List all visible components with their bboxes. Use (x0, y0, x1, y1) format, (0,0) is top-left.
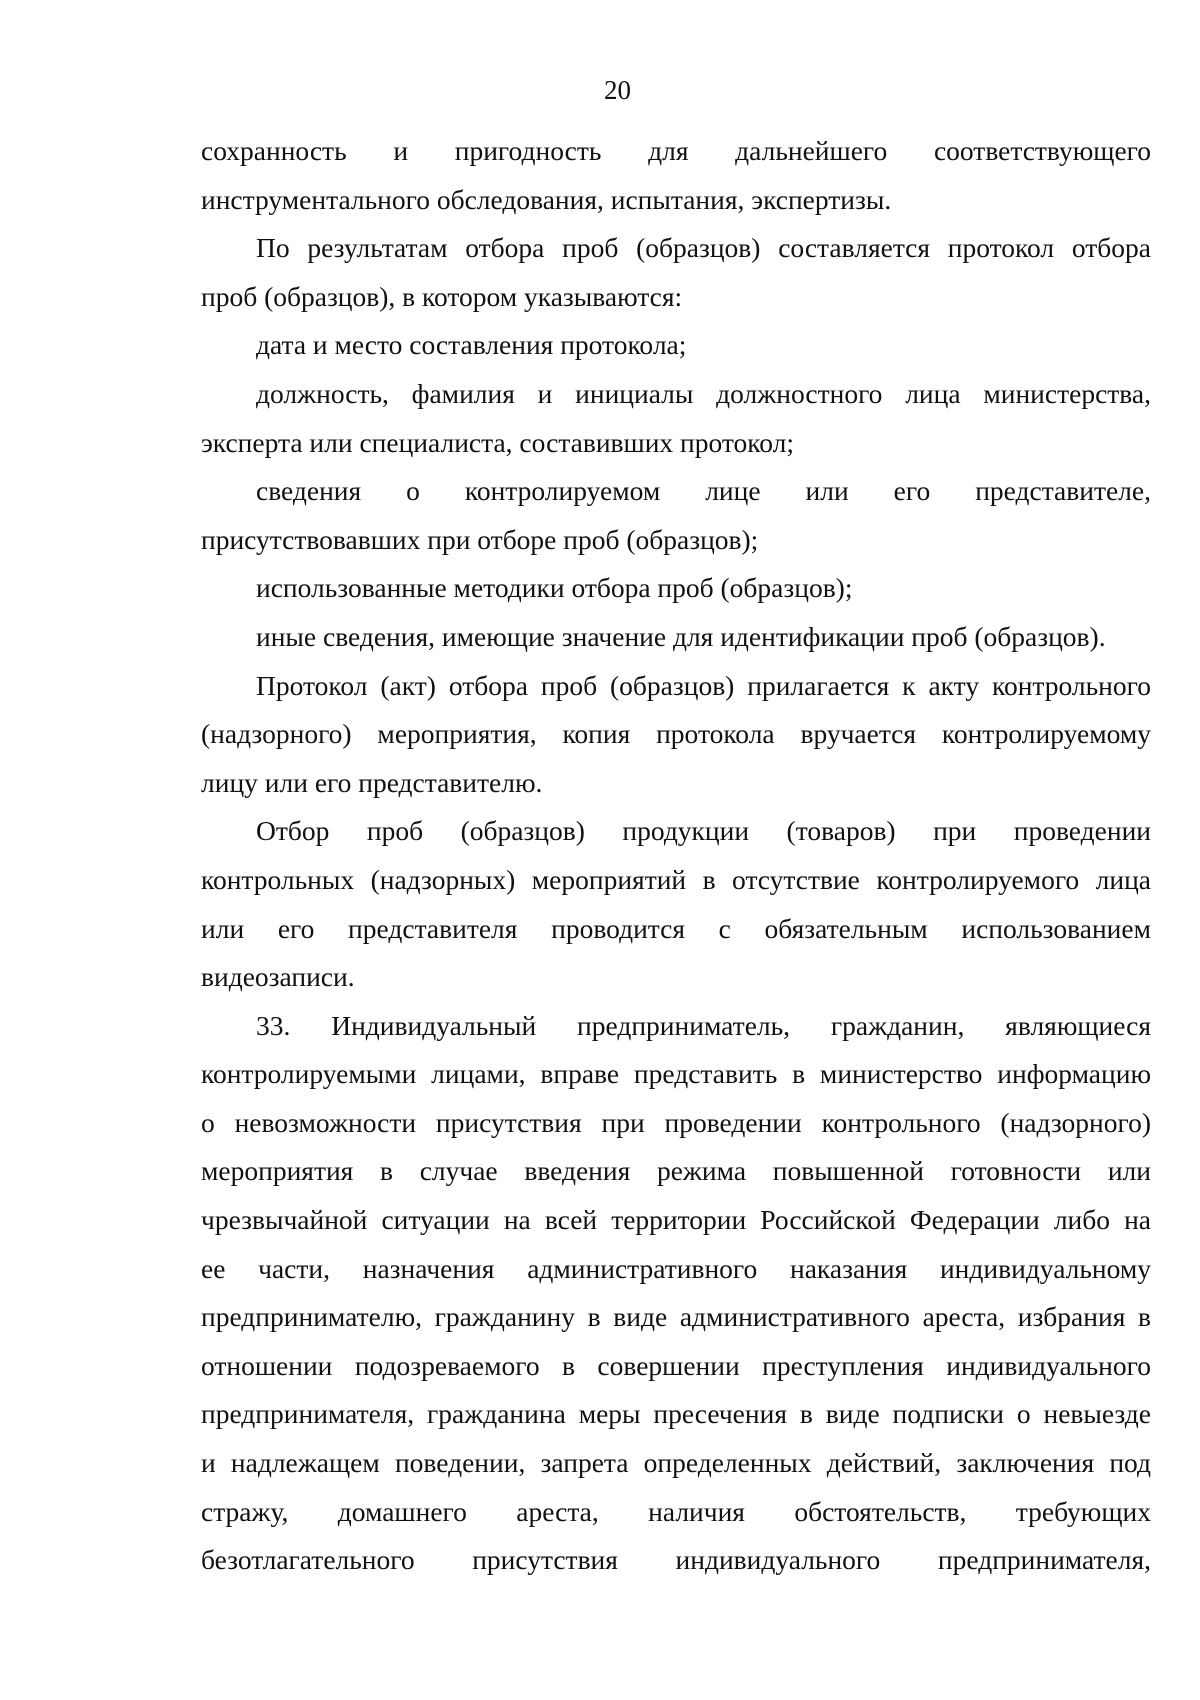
text-line: предпринимателя, гражданина меры пресечения в виде подписки о невыезде (201, 1398, 1151, 1430)
text-line: присутствовавших при отборе проб (образцов); (201, 523, 759, 555)
page-number: 20 (604, 75, 631, 105)
text-line: Протокол (акт) отбора проб (образцов) прилагается к акту контрольного (256, 669, 1151, 701)
text-line: мероприятия в случае введения режима повышенной готовности или (201, 1155, 1151, 1187)
text-line: дата и место составления протокола; (256, 329, 687, 361)
text-line: или его представителя проводится с обязательным использованием (201, 912, 1151, 944)
text-line: Отбор проб (образцов) продукции (товаров) при проведении (256, 815, 1151, 847)
text-line: использованные методики отбора проб (образцов); (256, 572, 853, 604)
text-line: и надлежащем поведении, запрета определенных действий, заключения под (201, 1447, 1151, 1479)
text-line: сведения о контролируемом лице или его представителе, (256, 475, 1151, 507)
text-line: предпринимателю, гражданину в виде административного ареста, избрания в (201, 1301, 1151, 1333)
text-line: сохранность и пригодность для дальнейшего соответствующего (201, 135, 1151, 166)
text-line: иные сведения, имеющие значение для идентификации проб (образцов). (256, 620, 1106, 652)
text-line: ее части, назначения административного наказания индивидуальному (201, 1252, 1151, 1284)
text-line: (надзорного) мероприятия, копия протокола вручается контролируемому (201, 718, 1151, 750)
text-line: проб (образцов), в котором указываются: (201, 280, 683, 312)
text-line: контрольных (надзорных) мероприятий в отсутствие контролируемого лица (201, 863, 1151, 895)
text-line: безотлагательного присутствия индивидуального предпринимателя, (201, 1544, 1151, 1576)
text-line: инструментального обследования, испытания, экспертизы. (201, 183, 892, 215)
text-line: видеозаписи. (201, 961, 355, 993)
text-line: лицу или его представителю. (201, 766, 543, 798)
document-body (201, 127, 1151, 1585)
text-line: о невозможности присутствия при проведении контрольного (надзорного) (201, 1106, 1151, 1138)
text-line: отношении подозреваемого в совершении преступления индивидуального (201, 1349, 1151, 1381)
text-line: По результатам отбора проб (образцов) составляется протокол отбора (256, 232, 1151, 264)
text-line: должность, фамилия и инициалы должностного лица министерства, (256, 377, 1151, 409)
text-line: стражу, домашнего ареста, наличия обстоятельств, требующих (201, 1495, 1151, 1527)
text-line: 33. Индивидуальный предприниматель, гражданин, являющиеся (256, 1009, 1151, 1041)
text-line: эксперта или специалиста, составивших протокол; (201, 426, 795, 458)
text-line: контролируемыми лицами, вправе представить в министерство информацию (201, 1058, 1151, 1090)
text-line: чрезвычайной ситуации на всей территории Российской Федерации либо на (201, 1204, 1151, 1236)
